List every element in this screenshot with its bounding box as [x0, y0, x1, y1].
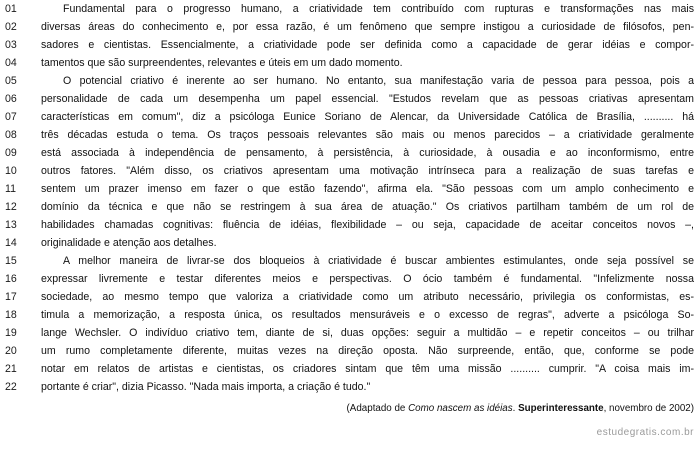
line-number: 19 — [5, 327, 17, 339]
line-number: 06 — [5, 93, 17, 105]
line-text: um rumo completamente diferente, muitas vezes na direção oposta. Não surpreende, então, que, conforme se pode — [41, 345, 694, 357]
line-number: 20 — [5, 345, 17, 357]
citation-magazine: Superinteressante — [518, 403, 604, 414]
line-text: tamentos que são surpreendentes, relevantes e úteis em um dado momento. — [41, 57, 403, 69]
text-line — [0, 216, 700, 234]
text-line — [0, 378, 700, 396]
line-number: 09 — [5, 147, 17, 159]
text-line — [0, 270, 700, 288]
text-line — [0, 234, 700, 252]
line-text: expressar livremente e testar diferentes meios e perspectivas. O ócio também é fundamental. "Infelizmente nossa — [41, 273, 694, 285]
text-line — [0, 36, 700, 54]
line-text: sociedade, ao mesmo tempo que valoriza a criatividade como um atributo necessário, privilegia os conformistas, es- — [41, 291, 694, 303]
line-number: 02 — [5, 21, 17, 33]
text-line — [0, 252, 700, 270]
line-text: habilidades chamadas cognitivas: fluência de idéias, flexibilidade – ou seja, capacidade de aceitar conceitos novos –, — [41, 219, 694, 231]
line-number: 16 — [5, 273, 17, 285]
line-number: 03 — [5, 39, 17, 51]
line-text: personalidade de cada um desempenha um papel essencial. "Estudos revelam que as pessoas criativas apresentam — [41, 93, 694, 105]
citation-separator: . — [512, 403, 519, 414]
line-number: 17 — [5, 291, 17, 303]
text-line — [0, 90, 700, 108]
line-text: está associada à independência de pensamento, à persistência, à curiosidade, à ousadia e ao inconformismo, entre — [41, 147, 694, 159]
line-text: O potencial criativo é inerente ao ser humano. No entanto, sua manifestação varia de pessoa para pessoa, pois a — [63, 75, 694, 87]
line-text: lange Wechsler. O indivíduo criativo tem, diante de si, duas opções: seguir a multidão – e repetir conceitos – ou trilhar — [41, 327, 694, 339]
source-citation — [347, 402, 694, 416]
line-number: 11 — [5, 183, 16, 195]
citation-prefix: (Adaptado de — [346, 403, 409, 414]
line-text: outros fatores. "Além disso, os criativos apresentam uma motivação intrínseca para a realização de suas tarefas e — [41, 165, 694, 177]
line-number: 12 — [5, 201, 17, 213]
line-number: 21 — [5, 363, 17, 375]
line-text: domínio da técnica e que não se restringem à sua área de atuação." Os criativos partilham também de um rol de — [41, 201, 694, 213]
line-text: A melhor maneira de livrar-se dos bloqueios à criatividade é buscar ambientes estimulantes, onde seja possível se — [63, 255, 694, 267]
line-number: 15 — [5, 255, 17, 267]
citation-article-title: Como nascem as idéias — [408, 403, 513, 414]
text-line — [0, 0, 700, 18]
text-line — [0, 342, 700, 360]
line-number: 14 — [5, 237, 17, 249]
line-text: originalidade e atenção aos detalhes. — [41, 237, 217, 249]
text-line — [0, 180, 700, 198]
text-line — [0, 144, 700, 162]
line-number: 04 — [5, 57, 17, 69]
line-number: 13 — [5, 219, 17, 231]
text-line — [0, 360, 700, 378]
text-line — [0, 162, 700, 180]
text-line — [0, 306, 700, 324]
line-number: 01 — [5, 3, 17, 15]
line-number: 18 — [5, 309, 17, 321]
line-text: três décadas estuda o tema. Os traços pessoais relevantes são mais ou menos parecidos – a criatividade geralmente — [41, 129, 694, 141]
citation-suffix: , novembro de 2002) — [603, 403, 694, 414]
line-text: características em comum", diz a psicóloga Eunice Soriano de Alencar, da Universidade Católica de Brasília, .......... há — [41, 111, 694, 123]
text-line — [0, 108, 700, 126]
text-line — [0, 126, 700, 144]
line-number: 22 — [5, 381, 17, 393]
line-text: timula a memorização, a resposta única, os resultados mensuráveis e o excesso de regras", adverte a psicóloga So- — [41, 309, 694, 321]
text-line — [0, 198, 700, 216]
line-text: diversas áreas do conhecimento e, por essa razão, é um fenômeno que sempre instigou a curiosidade de filósofos, pen- — [41, 21, 694, 33]
line-text: sentem um prazer imenso em fazer o que estão fazendo", afirma ela. "São pessoas com um amplo conhecimento e — [41, 183, 694, 195]
line-number: 10 — [5, 165, 17, 177]
text-line — [0, 54, 700, 72]
text-line — [0, 72, 700, 90]
text-line — [0, 288, 700, 306]
line-text: Fundamental para o progresso humano, a criatividade tem contribuído com rupturas e transformações nas mais — [63, 3, 694, 15]
line-text: notar em relatos de artistas e cientistas, os criadores sintam que têm uma missão .......... cumprir. "A coisa mais im- — [41, 363, 694, 375]
line-number: 07 — [5, 111, 17, 123]
line-number: 08 — [5, 129, 17, 141]
line-text: portante é criar", dizia Picasso. "Nada mais importa, a criação é tudo." — [41, 381, 371, 393]
line-number: 05 — [5, 75, 17, 87]
text-line — [0, 324, 700, 342]
line-text: sadores e cientistas. Essencialmente, a criatividade pode ser definida como a capacidade de gerar idéias e compor- — [41, 39, 694, 51]
text-line — [0, 18, 700, 36]
site-watermark: estudegratis.com.br — [596, 427, 694, 438]
